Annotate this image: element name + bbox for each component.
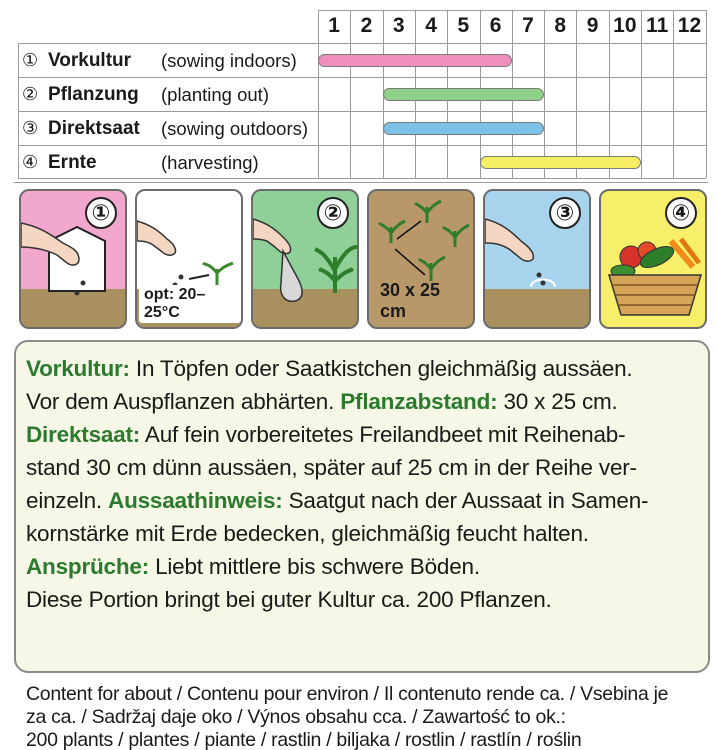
cultivation-instructions (14, 340, 710, 673)
instruction-text: stand 30 cm dünn aussäen, später auf 25 cm in der Reihe ver- (26, 455, 637, 480)
grid-line (18, 43, 19, 178)
row-label-en: (planting out) (161, 83, 269, 105)
row-label-de: Direktsaat (48, 117, 140, 139)
instruction-text: Liebt mittlere bis schwere Böden. (149, 554, 480, 579)
month-label: 3 (392, 14, 405, 37)
timing-bar-pflanzung (383, 88, 545, 101)
footer-line: 200 plants / plantes / piante / rastlin / biljaka / rostlin / rastlín / roślin (26, 729, 582, 750)
step-badge: ④ (665, 197, 697, 229)
month-label: 9 (586, 14, 599, 37)
month-label: 7 (522, 14, 534, 37)
keyword-ansprueche: Ansprüche: (26, 554, 150, 579)
keyword-aussaathinweis: Aussaathinweis: (108, 488, 283, 513)
instruction-text: In Töpfen oder Saatkistchen gleichmäßig aussäen. (129, 356, 633, 381)
sowing-calendar (18, 10, 706, 178)
month-label: 10 (613, 14, 637, 37)
row-label-en: (sowing outdoors) (161, 117, 309, 139)
timing-bar-direktsaat (383, 122, 545, 135)
footer-line: za ca. / Sadržaj daje oko / Výnos obsahu cca. / Zawartość to ok.: (26, 706, 566, 728)
row-label-de: Ernte (48, 151, 97, 173)
instruction-pictograms (14, 182, 708, 332)
instruction-line (26, 550, 698, 583)
instruction-text: kornstärke mit Erde bedecken, gleichmäßig feucht halten. (26, 521, 589, 546)
pictogram-sowing-indoors (19, 189, 127, 329)
step-badge: ② (317, 197, 349, 229)
month-label: 11 (646, 14, 669, 37)
row-number: ④ (22, 152, 39, 172)
row-number: ② (22, 84, 39, 104)
month-label: 5 (457, 14, 470, 37)
row-label-de: Pflanzung (48, 83, 139, 105)
instruction-line (26, 517, 698, 550)
row-label-de: Vorkultur (48, 49, 132, 71)
pictogram-sowing-outdoors (483, 189, 591, 329)
grid-line (706, 10, 707, 178)
instruction-line (26, 484, 698, 517)
month-label: 1 (328, 14, 340, 37)
instruction-line (26, 451, 698, 484)
month-label: 4 (425, 14, 437, 37)
calendar-row-ernte (18, 146, 318, 179)
temperature-caption: opt: 20–25°C (139, 285, 241, 323)
keyword-vorkultur: Vorkultur: (26, 356, 130, 381)
row-number: ③ (22, 118, 39, 138)
keyword-pflanzabstand: Pflanzabstand: (340, 389, 498, 414)
month-label: 8 (554, 14, 567, 37)
row-label-en: (harvesting) (161, 151, 259, 173)
footer-line: Content for about / Contenu pour environ / Il contenuto rende ca. / Vsebina je (26, 683, 669, 705)
timing-bar-ernte (480, 156, 642, 169)
pictogram-harvesting (599, 189, 707, 329)
timing-bar-vorkultur (318, 54, 512, 67)
step-badge: ③ (549, 197, 581, 229)
calendar-row-vorkultur (18, 44, 318, 77)
row-number: ① (22, 50, 39, 70)
instruction-text: Diese Portion bringt bei guter Kultur ca. 200 Pflanzen. (26, 587, 552, 612)
month-label: 12 (677, 14, 702, 37)
month-label: 2 (360, 14, 373, 37)
instruction-line (26, 385, 698, 418)
keyword-direktsaat: Direktsaat: (26, 422, 141, 447)
instruction-text: Auf fein vorbereitetes Freilandbeet mit Reihenab- (140, 422, 626, 447)
calendar-row-direktsaat (18, 112, 318, 145)
instruction-text: Vor dem Auspflanzen abhärten. (26, 389, 341, 414)
instruction-text: Saatgut nach der Aussaat in Samen- (282, 488, 649, 513)
month-label: 6 (489, 14, 502, 37)
pictogram-spacing (367, 189, 475, 329)
instruction-line (26, 418, 698, 451)
spacing-caption: 30 x 25 cm (380, 280, 441, 321)
calendar-row-pflanzung (18, 78, 318, 111)
content-amount-multilingual (26, 683, 716, 750)
instruction-text: einzeln. (26, 488, 109, 513)
row-label-en: (sowing indoors) (161, 49, 297, 71)
instruction-text: 30 x 25 cm. (497, 389, 618, 414)
pictogram-temperature (135, 189, 243, 329)
pictogram-planting-out (251, 189, 359, 329)
instruction-line (26, 583, 698, 616)
instruction-line (26, 352, 698, 385)
step-badge: ① (85, 197, 117, 229)
